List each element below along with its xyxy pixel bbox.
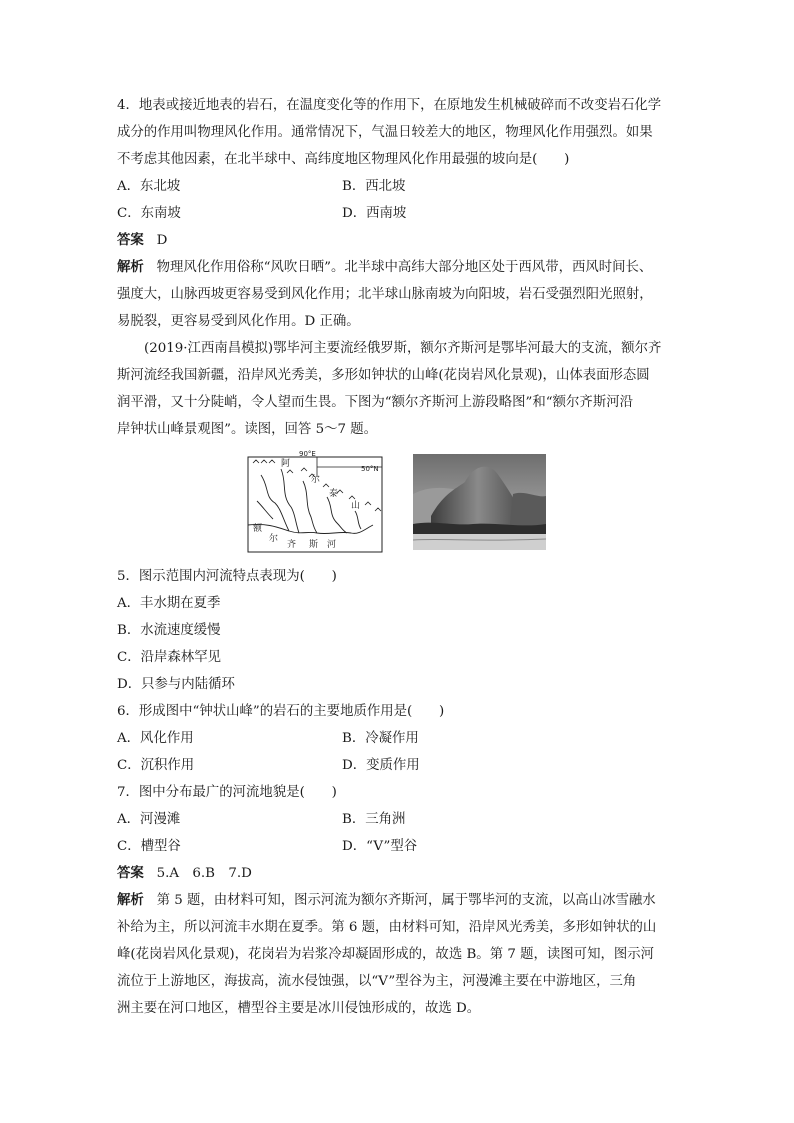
q4-stem-line2: 成分的作用叫物理风化作用。通常情况下，气温日较差大的地区，物理风化作用强烈。如果 bbox=[117, 125, 653, 140]
q6-option-b: B．冷凝作用 bbox=[342, 731, 419, 746]
analysis-5-7-line2: 补给为主，所以河流丰水期在夏季。第 6 题，由材料可知，沿岸风光秀美，多形如钟状的山 bbox=[117, 920, 657, 935]
map-char-a: 阿 bbox=[281, 459, 291, 469]
map-char-he: 河 bbox=[327, 540, 337, 550]
map-char-si: 斯 bbox=[309, 540, 319, 550]
q7-options-row1 bbox=[117, 806, 682, 833]
analysis-5-7-text1: 第 5 题，由材料可知，图示河流为额尔齐斯河，属于鄂毕河的支流，以高山冰雪融水 bbox=[156, 893, 656, 908]
q4-options-row2 bbox=[117, 200, 682, 227]
q6-option-a: A．风化作用 bbox=[117, 731, 194, 746]
map-lon-label: 90°E bbox=[299, 450, 316, 458]
q4-analysis-text1: 物理风化作用俗称“风吹日晒”。北半球中高纬大部分地区处于西风带，西风时间长、 bbox=[156, 260, 653, 275]
q5-option-c: C．沿岸森林罕见 bbox=[117, 650, 221, 665]
analysis-5-7-line5: 洲主要在河口地区，槽型谷主要是冰川侵蚀形成的，故选 D。 bbox=[117, 1001, 481, 1016]
q4-option-b: B．西北坡 bbox=[342, 179, 406, 194]
q4-answer bbox=[117, 227, 682, 254]
analysis-5-7-line4: 流位于上游地区，海拔高，流水侵蚀强，以“V”型谷为主，河漫滩主要在中游地区，三角 bbox=[117, 974, 637, 989]
answers-5-7-value: 5.A 6.B 7.D bbox=[156, 866, 252, 881]
figures-row bbox=[117, 447, 682, 559]
q7-options-row2 bbox=[117, 833, 682, 860]
analysis-5-7-line1 bbox=[117, 887, 682, 914]
q5-option-a: A．丰水期在夏季 bbox=[117, 596, 221, 611]
q6-option-c: C．沉积作用 bbox=[117, 758, 195, 773]
q4-option-c: C．东南坡 bbox=[117, 206, 181, 221]
q6-stem: 6．形成图中“钟状山峰”的岩石的主要地质作用是( ) bbox=[117, 704, 445, 719]
q5-option-d: D．只参与内陆循环 bbox=[117, 677, 235, 692]
q7-option-d: D．“V”型谷 bbox=[342, 839, 418, 854]
q4-analysis-line2: 强度大，山脉西坡更容易受到风化作用；北半球山脉南坡为向阳坡，岩石受强烈阳光照射， bbox=[117, 287, 653, 302]
q4-analysis-line1 bbox=[117, 254, 682, 281]
q7-option-c: C．槽型谷 bbox=[117, 839, 181, 854]
q4-analysis-label: 解析 bbox=[117, 259, 144, 275]
q4-options-row1 bbox=[117, 173, 682, 200]
q4-answer-value: D bbox=[156, 233, 168, 248]
q4-answer-label: 答案 bbox=[117, 232, 144, 248]
map-char-e: 额 bbox=[253, 524, 263, 534]
map-char-tai: 泰 bbox=[329, 489, 339, 499]
q6-options-row1 bbox=[117, 725, 682, 752]
document-page bbox=[117, 92, 682, 1022]
analysis-5-7-line3: 峰(花岗岩风化景观)，花岗岩为岩浆冷却凝固形成的，故选 B。第 7 题，读图可知，图示河 bbox=[117, 947, 655, 962]
map-char-shan: 山 bbox=[351, 501, 361, 511]
q4-option-d: D．西南坡 bbox=[342, 206, 407, 221]
map-char-er: 尔 bbox=[311, 475, 321, 485]
q5-option-b: B．水流速度缓慢 bbox=[117, 623, 221, 638]
q5-stem: 5．图示范围内河流特点表现为( ) bbox=[117, 569, 337, 584]
q4-stem-line1: 4．地表或接近地表的岩石，在温度变化等的作用下，在原地发生机械破碎而不改变岩石化学 bbox=[117, 98, 662, 113]
q7-stem: 7．图中分布最广的河流地貌是( ) bbox=[117, 785, 337, 800]
bell-peak-photo bbox=[413, 454, 546, 550]
q4-analysis-line3: 易脱裂，更容易受到风化作用。D 正确。 bbox=[117, 314, 360, 329]
material-line2: 斯河流经我国新疆，沿岸风光秀美，多形如钟状的山峰(花岗岩风化景观)，山体表面形态圆 bbox=[117, 368, 650, 383]
q4-option-a: A．东北坡 bbox=[117, 179, 181, 194]
answers-5-7-label: 答案 bbox=[117, 865, 144, 881]
analysis-5-7-label: 解析 bbox=[117, 892, 144, 908]
q4-stem-line3: 不考虑其他因素，在北半球中、高纬度地区物理风化作用最强的坡向是( ) bbox=[117, 152, 570, 167]
q6-option-d: D．变质作用 bbox=[342, 758, 420, 773]
map-char-qi: 齐 bbox=[287, 540, 297, 550]
q7-option-a: A．河漫滩 bbox=[117, 812, 181, 827]
q7-option-b: B．三角洲 bbox=[342, 812, 406, 827]
map-char-er2: 尔 bbox=[269, 534, 279, 544]
material-line1: (2019·江西南昌模拟)鄂毕河主要流经俄罗斯，额尔齐斯河是鄂毕河最大的支流，额尔齐 bbox=[144, 341, 662, 356]
q6-options-row2 bbox=[117, 752, 682, 779]
river-sketch-map bbox=[247, 447, 383, 553]
material-line3: 润平滑，又十分陡峭，令人望而生畏。下图为“额尔齐斯河上游段略图”和“额尔齐斯河沿 bbox=[117, 395, 633, 410]
answers-5-7 bbox=[117, 860, 682, 887]
map-lat-label: 50°N bbox=[361, 465, 379, 473]
material-line4: 岸钟状山峰景观图”。读图，回答 5～7 题。 bbox=[117, 422, 378, 437]
